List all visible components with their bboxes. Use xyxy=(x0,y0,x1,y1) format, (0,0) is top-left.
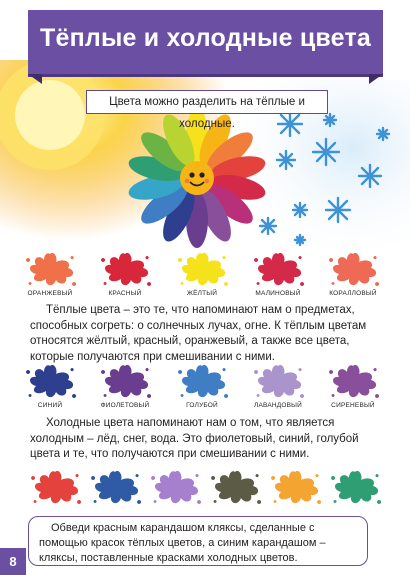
exercise-blot[interactable] xyxy=(25,466,85,522)
blot-shape xyxy=(178,365,228,398)
swatch-label: ФИОЛЕТОВЫЙ xyxy=(100,402,150,409)
swatch-label: КОРАЛЛОВЫЙ xyxy=(329,290,377,297)
swatch-label: КРАСНЫЙ xyxy=(108,290,142,297)
blot-shape xyxy=(101,253,151,286)
task-text: Обведи красным карандашом кляксы, сделанные с помощью красок тёплых цветов, а синим карандашом – кляксы, поставленные красками холодных цветов. xyxy=(39,522,326,564)
swatch-coral xyxy=(323,248,383,304)
blot-shape xyxy=(151,471,201,504)
exercise-blot[interactable] xyxy=(145,466,205,522)
exercise-blot[interactable] xyxy=(85,466,145,522)
swatch-label: ЖЁЛТЫЙ xyxy=(186,290,218,297)
warm-colors-paragraph: Тёплые цвета – это те, что напоминают нам о предметах, способных согреть: о солнечных лучах, огне. К тёплым цветам относятся жёлтый, красный, оранжевый, а также все цвета, которые получаются при смешивании с ними. xyxy=(30,304,367,363)
swatch-orange xyxy=(20,248,80,304)
title-banner xyxy=(28,10,383,74)
page-number: 8 xyxy=(0,548,26,575)
swatch-lavender xyxy=(248,360,308,416)
swatch-label: ОРАНЖЕВЫЙ xyxy=(27,290,73,297)
blot-shape xyxy=(329,253,379,286)
swatch-label: СИРЕНЕВЫЙ xyxy=(331,402,375,409)
task-box xyxy=(28,516,368,566)
blot-shape xyxy=(26,365,76,398)
blot-shape xyxy=(271,471,321,504)
swatch-label: СИНИЙ xyxy=(37,402,63,409)
cold-colors-paragraph: Холодные цвета напоминают нам о том, что является холодным – лёд, снег, вода. Это фиолетовый, синий, голубой цвета и те, что получаются при смешивании с ними. xyxy=(30,417,359,460)
warm-color-swatches xyxy=(0,248,410,308)
swatch-red xyxy=(95,248,155,304)
blot-shape xyxy=(26,253,76,286)
swatch-label: ЛАВАНДОВЫЙ xyxy=(254,402,302,409)
exercise-blot[interactable] xyxy=(325,466,385,522)
swatch-label: МАЛИНОВЫЙ xyxy=(255,290,301,297)
swatch-light-blue xyxy=(172,360,232,416)
intro-text: Цвета можно разделить на тёплые и холодные. xyxy=(109,96,305,130)
sun-snow-flower-illustration xyxy=(0,60,410,250)
blot-shape xyxy=(101,365,151,398)
blot-shape xyxy=(254,253,304,286)
exercise-blot[interactable] xyxy=(205,466,265,522)
intro-box xyxy=(86,90,328,130)
swatch-violet xyxy=(95,360,155,416)
swatch-crimson xyxy=(248,248,308,304)
blot-shape xyxy=(178,253,228,286)
swatch-lilac xyxy=(323,360,383,416)
blot-shape xyxy=(211,471,261,504)
blot-shape xyxy=(254,365,304,398)
blot-shape xyxy=(91,471,141,504)
page-title: Тёплые и холодные цвета xyxy=(40,24,371,52)
blot-shape xyxy=(31,471,81,504)
swatch-label: ГОЛУБОЙ xyxy=(186,402,218,409)
exercise-blot[interactable] xyxy=(265,466,325,522)
swatch-blue xyxy=(20,360,80,416)
cold-color-swatches xyxy=(0,360,410,420)
blot-shape xyxy=(331,471,381,504)
swatch-yellow xyxy=(172,248,232,304)
blot-shape xyxy=(329,365,379,398)
